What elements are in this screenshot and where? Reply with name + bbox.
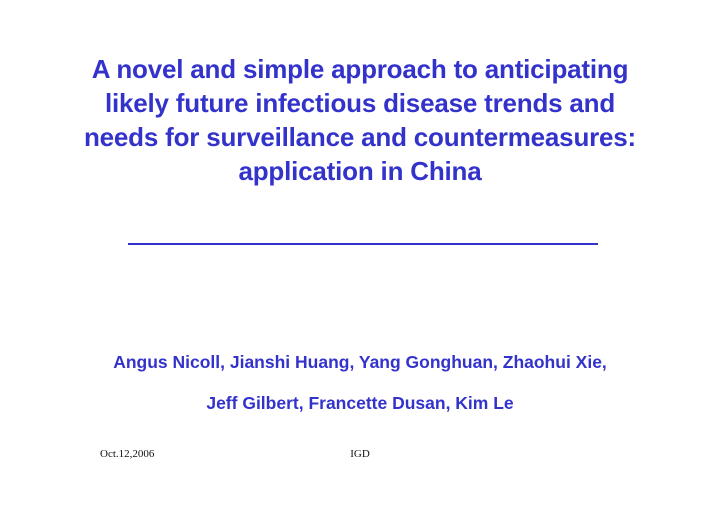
author-line-1: Angus Nicoll, Jianshi Huang, Yang Gonghuan, Zhaohui Xie,: [113, 352, 607, 372]
slide-footer: [0, 448, 720, 468]
footer-organization: IGD: [350, 448, 370, 460]
author-list: [40, 342, 680, 424]
title-divider-rule: [128, 243, 598, 245]
title-line-3: needs for surveillance and countermeasures:: [83, 122, 637, 152]
title-line-1: A novel and simple approach to anticipating: [91, 54, 629, 84]
author-line-2: Jeff Gilbert, Francette Dusan, Kim Le: [206, 393, 514, 413]
title-line-2: likely future infectious disease trends and: [104, 88, 616, 118]
footer-date: Oct.12,2006: [100, 448, 155, 460]
slide-title: [40, 52, 680, 188]
title-line-4: application in China: [238, 156, 482, 186]
